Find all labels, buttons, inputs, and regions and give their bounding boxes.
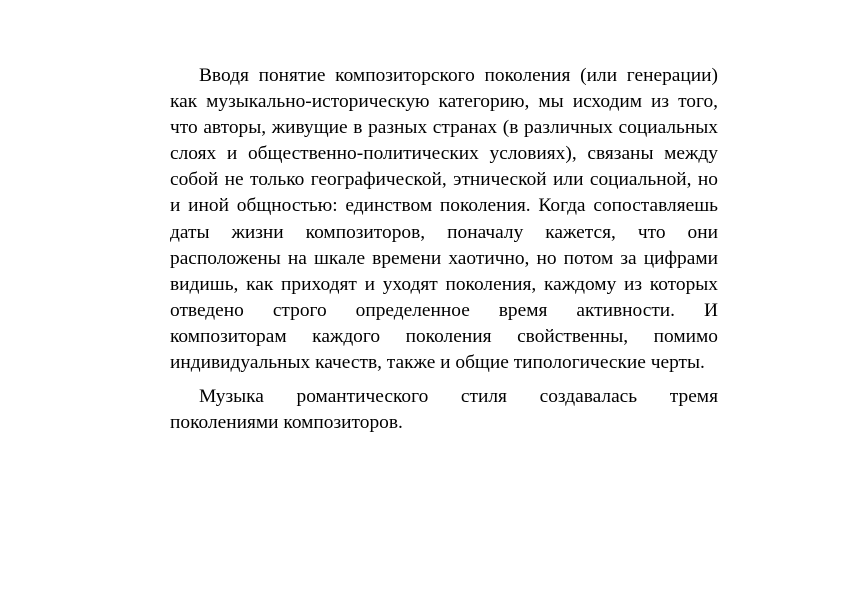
text-block bbox=[170, 63, 718, 436]
paragraph-composer-generation: Вводя понятие композиторского поколения (или генерации) как музыкально-историческую категорию, мы исходим из того, что авторы, живущие в разных странах (в различных социальных слоях и общественно-политических условиях), связаны между собой не только географической, этнической или социальной, но и иной общностью: единством поколения. Когда сопоставляешь даты жизни композиторов, поначалу кажется, что они расположены на шкале времени хаотично, но потом за цифрами видишь, как приходят и уходят поколения, каждому из которых отведено строго определенное время активности. И композиторам каждого поколения свойственны, помимо индивидуальных качеств, также и общие типологические черты. bbox=[170, 65, 718, 374]
paragraph-romantic-style: Музыка романтического стиля создавалась тремя поколениями композиторов. bbox=[170, 386, 718, 434]
